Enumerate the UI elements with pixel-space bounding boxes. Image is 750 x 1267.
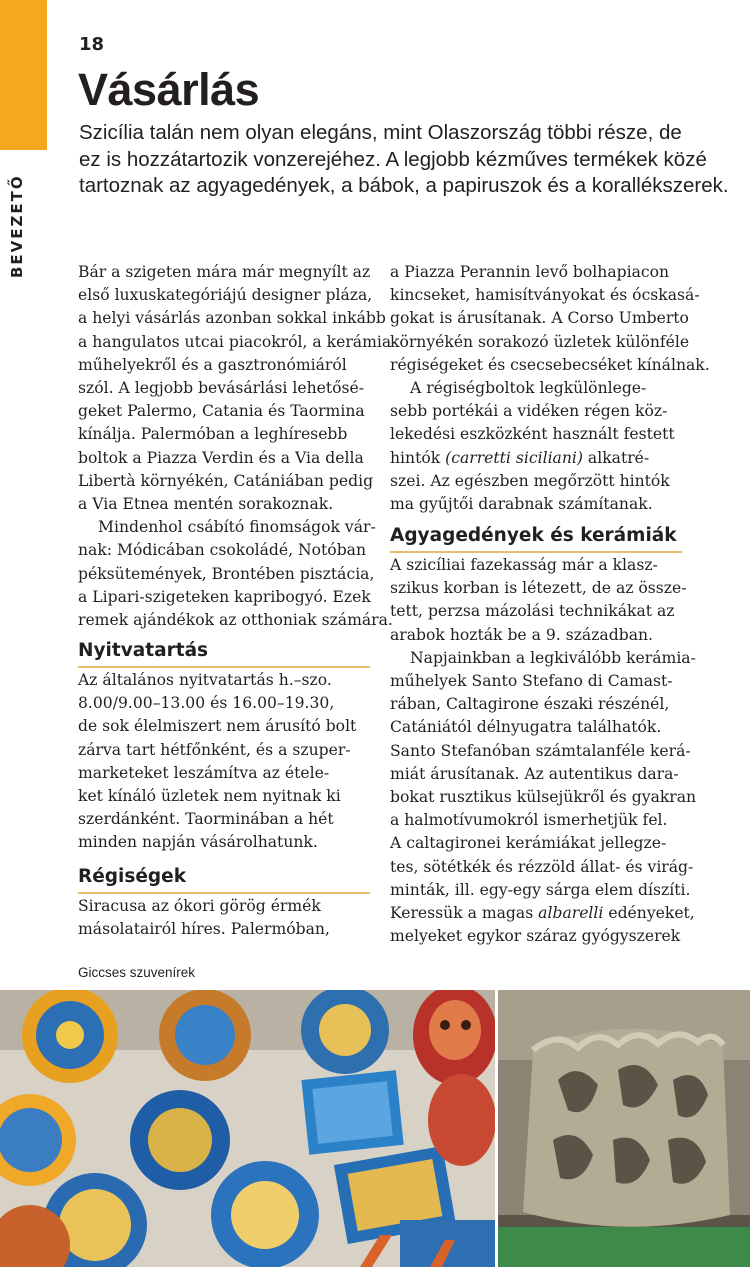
- text-line: a helyi vásárlás azonban sokkal inkább: [78, 309, 386, 328]
- text-line: szikus korban is létezett, de az össze-: [390, 579, 687, 598]
- text-line: minden napján vásárolhatunk.: [78, 833, 318, 852]
- text-line: rában, Caltagirone északi részénél,: [390, 695, 670, 714]
- text-line: Catániától délnyugatra találhatók.: [390, 718, 662, 737]
- ceramic-lantern-illustration: [498, 990, 750, 1267]
- text-line: Bár a szigeten mára már megnyílt az: [78, 263, 371, 281]
- paragraph: [78, 895, 374, 941]
- text-line: remek ajándékok az otthoniak számára.: [78, 611, 393, 630]
- text-fragment: alkatré-: [582, 448, 650, 467]
- text-fragment: hintók: [390, 448, 446, 467]
- text-line: Mindenhol csábító finomságok vár-: [98, 518, 376, 537]
- text-line: lekedési eszközként használt festett: [390, 425, 675, 444]
- text-line: boltok a Piazza Verdin és a Via della: [78, 448, 364, 467]
- text-line: a Piazza Perannin levő bolhapiacon: [390, 263, 670, 281]
- section-heading-nyitvatartas: Nyitvatartás: [78, 638, 370, 668]
- text-line: péksütemények, Brontében pisztácia,: [78, 564, 375, 583]
- text-line: marketeket leszámítva az étele-: [78, 763, 330, 782]
- side-label-text: BEVEZETŐ: [8, 174, 26, 278]
- text-line: Libertà környékén, Catániában pedig: [78, 471, 374, 490]
- photo-caption: Giccses szuvenírek: [78, 965, 196, 980]
- text-line: miát árusítanak. Az autentikus dara-: [390, 764, 679, 783]
- intro-paragraph: [79, 120, 739, 200]
- text-line: Siracusa az ókori görög érmék: [78, 897, 321, 915]
- text-fragment: edényeket,: [603, 904, 695, 923]
- paragraph: [78, 261, 397, 516]
- intro-line: Szicília talán nem olyan elegáns, mint Olaszország többi része, de: [79, 121, 682, 144]
- left-column: [78, 261, 397, 632]
- italic-term: (carretti siciliani): [445, 448, 583, 467]
- text-line: [390, 447, 686, 470]
- section-heading-regisegek: Régiségek: [78, 864, 370, 894]
- text-line: minták, ill. egy-egy sárga elem díszíti.: [390, 880, 691, 899]
- text-line: első luxuskategóriájú designer pláza,: [78, 286, 373, 305]
- text-line: szól. A legjobb bevásárlási lehetősé-: [78, 379, 365, 398]
- text-line: a hangulatos utcai piacokról, a kerámia-: [78, 332, 397, 351]
- text-line: műhelyekről és a gasztronómiáról: [78, 355, 347, 374]
- paragraph: [390, 377, 686, 516]
- souvenir-photo-illustration: [0, 990, 495, 1267]
- text-fragment: Keressük a magas: [390, 904, 539, 923]
- side-label: [8, 174, 38, 279]
- text-line: szei. Az egészben megőrzött hintók: [390, 471, 670, 490]
- text-line: gokat is árusítanak. A Corso Umberto: [390, 309, 689, 328]
- text-line: a Via Etnea mentén sorakoznak.: [78, 495, 334, 514]
- intro-line: tartoznak az agyagedények, a bábok, a papiruszok és a korallékszerek.: [79, 174, 729, 197]
- text-line: melyeket egykor száraz gyógyszerek: [390, 927, 681, 946]
- paragraph: [78, 516, 393, 632]
- text-line: Santo Stefanóban számtalanféle kerá-: [390, 741, 691, 760]
- text-line: régiségeket és csecsebecséket kínálnak.: [390, 355, 710, 374]
- ceramic-lantern-photo: [498, 990, 750, 1267]
- paragraph: [390, 261, 710, 377]
- paragraph: [78, 669, 374, 855]
- text-line: kincseket, hamisítványokat és ócskasá-: [390, 286, 700, 305]
- text-line: másolatairól híres. Palermóban,: [78, 920, 330, 939]
- text-line: a Lipari-szigeteken kapribogyó. Ezek: [78, 587, 371, 606]
- text-line: 8.00/9.00–13.00 és 16.00–19.30,: [78, 694, 335, 713]
- italic-term: albarelli: [538, 904, 604, 923]
- text-line: kínálja. Palermóban a leghíresebb: [78, 425, 348, 444]
- text-line: környékén sorakozó üzletek különféle: [390, 332, 690, 351]
- text-line: A régiségboltok legkülönlege-: [410, 379, 647, 398]
- text-line: tett, perzsa mázolási technikákat az: [390, 602, 675, 621]
- text-line: [390, 902, 695, 925]
- right-column: [390, 261, 710, 516]
- page-number: 18: [79, 34, 105, 55]
- text-line: A caltagironei kerámiákat jellegze-: [390, 834, 667, 853]
- text-line: ma gyűjtői darabnak számítanak.: [390, 495, 653, 514]
- text-line: sebb portékái a vidéken régen köz-: [390, 402, 668, 421]
- text-line: A szicíliai fazekasság már a klasz-: [390, 556, 658, 574]
- text-line: zárva tart hétfőnként, és a szuper-: [78, 740, 351, 759]
- text-line: geket Palermo, Catania és Taormina: [78, 402, 365, 421]
- text-line: a halmotívumokról ismerhetjük fel.: [390, 811, 668, 830]
- text-line: arabok hozták be a 9. században.: [390, 625, 653, 644]
- text-line: Napjainkban a legkiválóbb kerámia-: [410, 648, 696, 667]
- intro-line: ez is hozzátartozik vonzerejéhez. A legjobb kézműves termékek közé: [79, 147, 707, 171]
- text-line: tes, sötétkék és rézzöld állat- és virág-: [390, 857, 694, 876]
- page-title: Vásárlás: [78, 64, 260, 115]
- text-line: nak: Módicában csokoládé, Notóban: [78, 541, 367, 560]
- text-line: szerdánként. Taorminában a hét: [78, 810, 334, 829]
- paragraph: [390, 554, 697, 948]
- souvenir-photo: [0, 990, 495, 1267]
- text-line: de sok élelmiszert nem árusító bolt: [78, 717, 357, 736]
- text-line: Az általános nyitvatartás h.–szo.: [78, 671, 332, 689]
- section-heading-agyagedenyek: Agyagedények és kerámiák: [390, 523, 682, 553]
- text-line: ket kínáló üzletek nem nyitnak ki: [78, 787, 341, 806]
- text-line: műhelyek Santo Stefano di Camast-: [390, 672, 673, 691]
- chapter-tab: [0, 0, 47, 150]
- text-line: bokat rusztikus külsejükről és gyakran: [390, 788, 697, 807]
